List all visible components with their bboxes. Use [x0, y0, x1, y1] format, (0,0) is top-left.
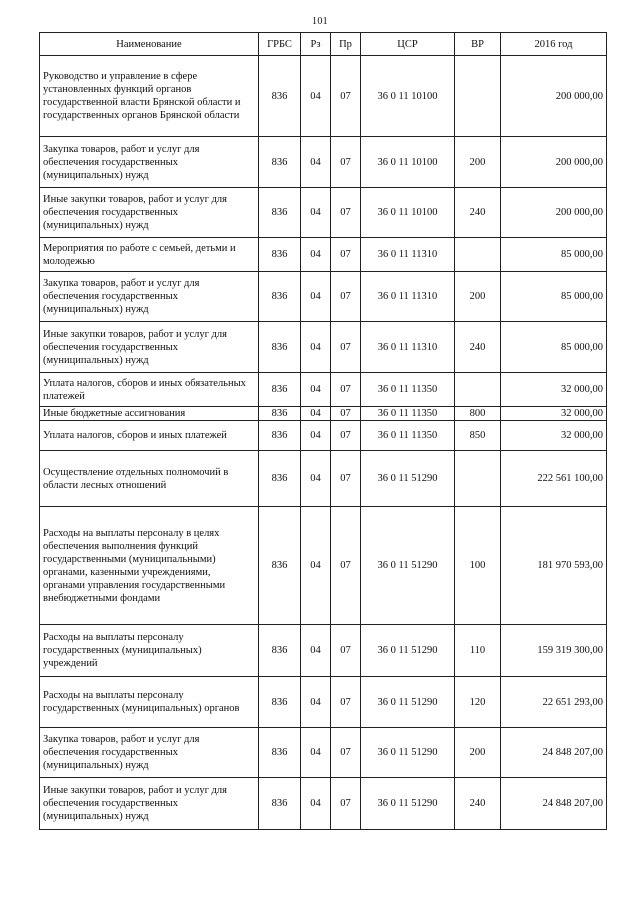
- row-grbs: 836: [259, 421, 301, 451]
- row-vr: [455, 56, 501, 137]
- row-csr: 36 0 11 11310: [361, 322, 455, 373]
- row-csr: 36 0 11 10100: [361, 56, 455, 137]
- row-name: Закупка товаров, работ и услуг для обеспечения государственных (муниципальных) нужд: [40, 137, 259, 188]
- header-csr: ЦСР: [361, 33, 455, 56]
- row-csr: 36 0 11 11350: [361, 407, 455, 421]
- table-row: [40, 322, 607, 373]
- row-vr: 200: [455, 137, 501, 188]
- row-rz: 04: [301, 507, 331, 625]
- row-vr: 240: [455, 188, 501, 238]
- row-rz: 04: [301, 238, 331, 272]
- row-amount: 32 000,00: [501, 407, 607, 421]
- row-rz: 04: [301, 137, 331, 188]
- row-grbs: 836: [259, 137, 301, 188]
- row-vr: 240: [455, 322, 501, 373]
- row-rz: 04: [301, 421, 331, 451]
- row-grbs: 836: [259, 507, 301, 625]
- row-rz: 04: [301, 272, 331, 322]
- row-amount: 200 000,00: [501, 137, 607, 188]
- row-name: Расходы на выплаты персоналу государственных (муниципальных) учреждений: [40, 625, 259, 677]
- row-rz: 04: [301, 322, 331, 373]
- row-rz: 04: [301, 407, 331, 421]
- row-csr: 36 0 11 10100: [361, 137, 455, 188]
- row-pr: 07: [331, 507, 361, 625]
- row-grbs: 836: [259, 272, 301, 322]
- row-amount: 85 000,00: [501, 322, 607, 373]
- row-csr: 36 0 11 51290: [361, 728, 455, 778]
- row-csr: 36 0 11 51290: [361, 507, 455, 625]
- header-year: 2016 год: [501, 33, 607, 56]
- row-pr: 07: [331, 625, 361, 677]
- row-csr: 36 0 11 11310: [361, 272, 455, 322]
- table-row: [40, 451, 607, 507]
- row-amount: 85 000,00: [501, 238, 607, 272]
- row-amount: 222 561 100,00: [501, 451, 607, 507]
- row-vr: 240: [455, 778, 501, 830]
- table-row: [40, 677, 607, 728]
- table-row: [40, 407, 607, 421]
- row-vr: 200: [455, 728, 501, 778]
- row-grbs: 836: [259, 728, 301, 778]
- row-amount: 159 319 300,00: [501, 625, 607, 677]
- row-name: Иные закупки товаров, работ и услуг для обеспечения государственных (муниципальных) нужд: [40, 188, 259, 238]
- row-rz: 04: [301, 188, 331, 238]
- row-name: Закупка товаров, работ и услуг для обеспечения государственных (муниципальных) нужд: [40, 728, 259, 778]
- row-pr: 07: [331, 188, 361, 238]
- row-csr: 36 0 11 51290: [361, 625, 455, 677]
- row-rz: 04: [301, 56, 331, 137]
- row-name: Иные бюджетные ассигнования: [40, 407, 259, 421]
- table-row: [40, 188, 607, 238]
- row-grbs: 836: [259, 407, 301, 421]
- row-pr: 07: [331, 56, 361, 137]
- row-amount: 181 970 593,00: [501, 507, 607, 625]
- row-vr: 850: [455, 421, 501, 451]
- row-vr: 200: [455, 272, 501, 322]
- row-name: Расходы на выплаты персоналу в целях обеспечения выполнения функций государственными (муниципальными) органами, казенными учреждениями, органами управления государственными внебюджетными фондами: [40, 507, 259, 625]
- row-pr: 07: [331, 728, 361, 778]
- row-rz: 04: [301, 373, 331, 407]
- row-name: Закупка товаров, работ и услуг для обеспечения государственных (муниципальных) нужд: [40, 272, 259, 322]
- table-row: [40, 625, 607, 677]
- row-rz: 04: [301, 625, 331, 677]
- row-grbs: 836: [259, 778, 301, 830]
- row-name: Иные закупки товаров, работ и услуг для обеспечения государственных (муниципальных) нужд: [40, 322, 259, 373]
- row-amount: 24 848 207,00: [501, 778, 607, 830]
- row-csr: 36 0 11 11350: [361, 421, 455, 451]
- table-row: [40, 728, 607, 778]
- table-row: [40, 137, 607, 188]
- row-pr: 07: [331, 778, 361, 830]
- row-name: Расходы на выплаты персоналу государственных (муниципальных) органов: [40, 677, 259, 728]
- row-vr: 120: [455, 677, 501, 728]
- page-number: 101: [312, 16, 328, 27]
- row-amount: 22 651 293,00: [501, 677, 607, 728]
- row-pr: 07: [331, 238, 361, 272]
- budget-table: [39, 32, 607, 830]
- row-csr: 36 0 11 10100: [361, 188, 455, 238]
- row-amount: 32 000,00: [501, 421, 607, 451]
- row-csr: 36 0 11 51290: [361, 778, 455, 830]
- row-grbs: 836: [259, 625, 301, 677]
- row-grbs: 836: [259, 322, 301, 373]
- row-grbs: 836: [259, 451, 301, 507]
- row-vr: 100: [455, 507, 501, 625]
- table-row: [40, 421, 607, 451]
- header-pr: Пр: [331, 33, 361, 56]
- row-vr: [455, 451, 501, 507]
- row-csr: 36 0 11 11310: [361, 238, 455, 272]
- header-rz: Рз: [301, 33, 331, 56]
- row-pr: 07: [331, 137, 361, 188]
- row-vr: 800: [455, 407, 501, 421]
- row-name: Иные закупки товаров, работ и услуг для обеспечения государственных (муниципальных) нужд: [40, 778, 259, 830]
- row-amount: 200 000,00: [501, 188, 607, 238]
- row-vr: [455, 373, 501, 407]
- table-row: [40, 373, 607, 407]
- row-rz: 04: [301, 728, 331, 778]
- row-name: Уплата налогов, сборов и иных платежей: [40, 421, 259, 451]
- row-vr: 110: [455, 625, 501, 677]
- header-grbs: ГРБС: [259, 33, 301, 56]
- table-row: [40, 778, 607, 830]
- row-pr: 07: [331, 373, 361, 407]
- row-pr: 07: [331, 451, 361, 507]
- row-name: Мероприятия по работе с семьей, детьми и молодежью: [40, 238, 259, 272]
- row-csr: 36 0 11 51290: [361, 677, 455, 728]
- row-amount: 85 000,00: [501, 272, 607, 322]
- row-grbs: 836: [259, 677, 301, 728]
- row-rz: 04: [301, 778, 331, 830]
- header-name: Наименование: [40, 33, 259, 56]
- row-pr: 07: [331, 322, 361, 373]
- row-grbs: 836: [259, 373, 301, 407]
- row-vr: [455, 238, 501, 272]
- row-name: Уплата налогов, сборов и иных обязательных платежей: [40, 373, 259, 407]
- row-csr: 36 0 11 11350: [361, 373, 455, 407]
- table-row: [40, 507, 607, 625]
- row-csr: 36 0 11 51290: [361, 451, 455, 507]
- row-grbs: 836: [259, 238, 301, 272]
- row-amount: 24 848 207,00: [501, 728, 607, 778]
- row-pr: 07: [331, 677, 361, 728]
- row-pr: 07: [331, 407, 361, 421]
- row-rz: 04: [301, 451, 331, 507]
- row-grbs: 836: [259, 188, 301, 238]
- table-row: [40, 238, 607, 272]
- row-amount: 200 000,00: [501, 56, 607, 137]
- row-pr: 07: [331, 272, 361, 322]
- header-row: [40, 33, 607, 56]
- row-amount: 32 000,00: [501, 373, 607, 407]
- table-row: [40, 56, 607, 137]
- row-name: Руководство и управление в сфере установленных функций органов государственной власти Брянской области и государственных органов Брянской области: [40, 56, 259, 137]
- table-row: [40, 272, 607, 322]
- header-vr: ВР: [455, 33, 501, 56]
- row-name: Осуществление отдельных полномочий в области лесных отношений: [40, 451, 259, 507]
- row-pr: 07: [331, 421, 361, 451]
- row-rz: 04: [301, 677, 331, 728]
- row-grbs: 836: [259, 56, 301, 137]
